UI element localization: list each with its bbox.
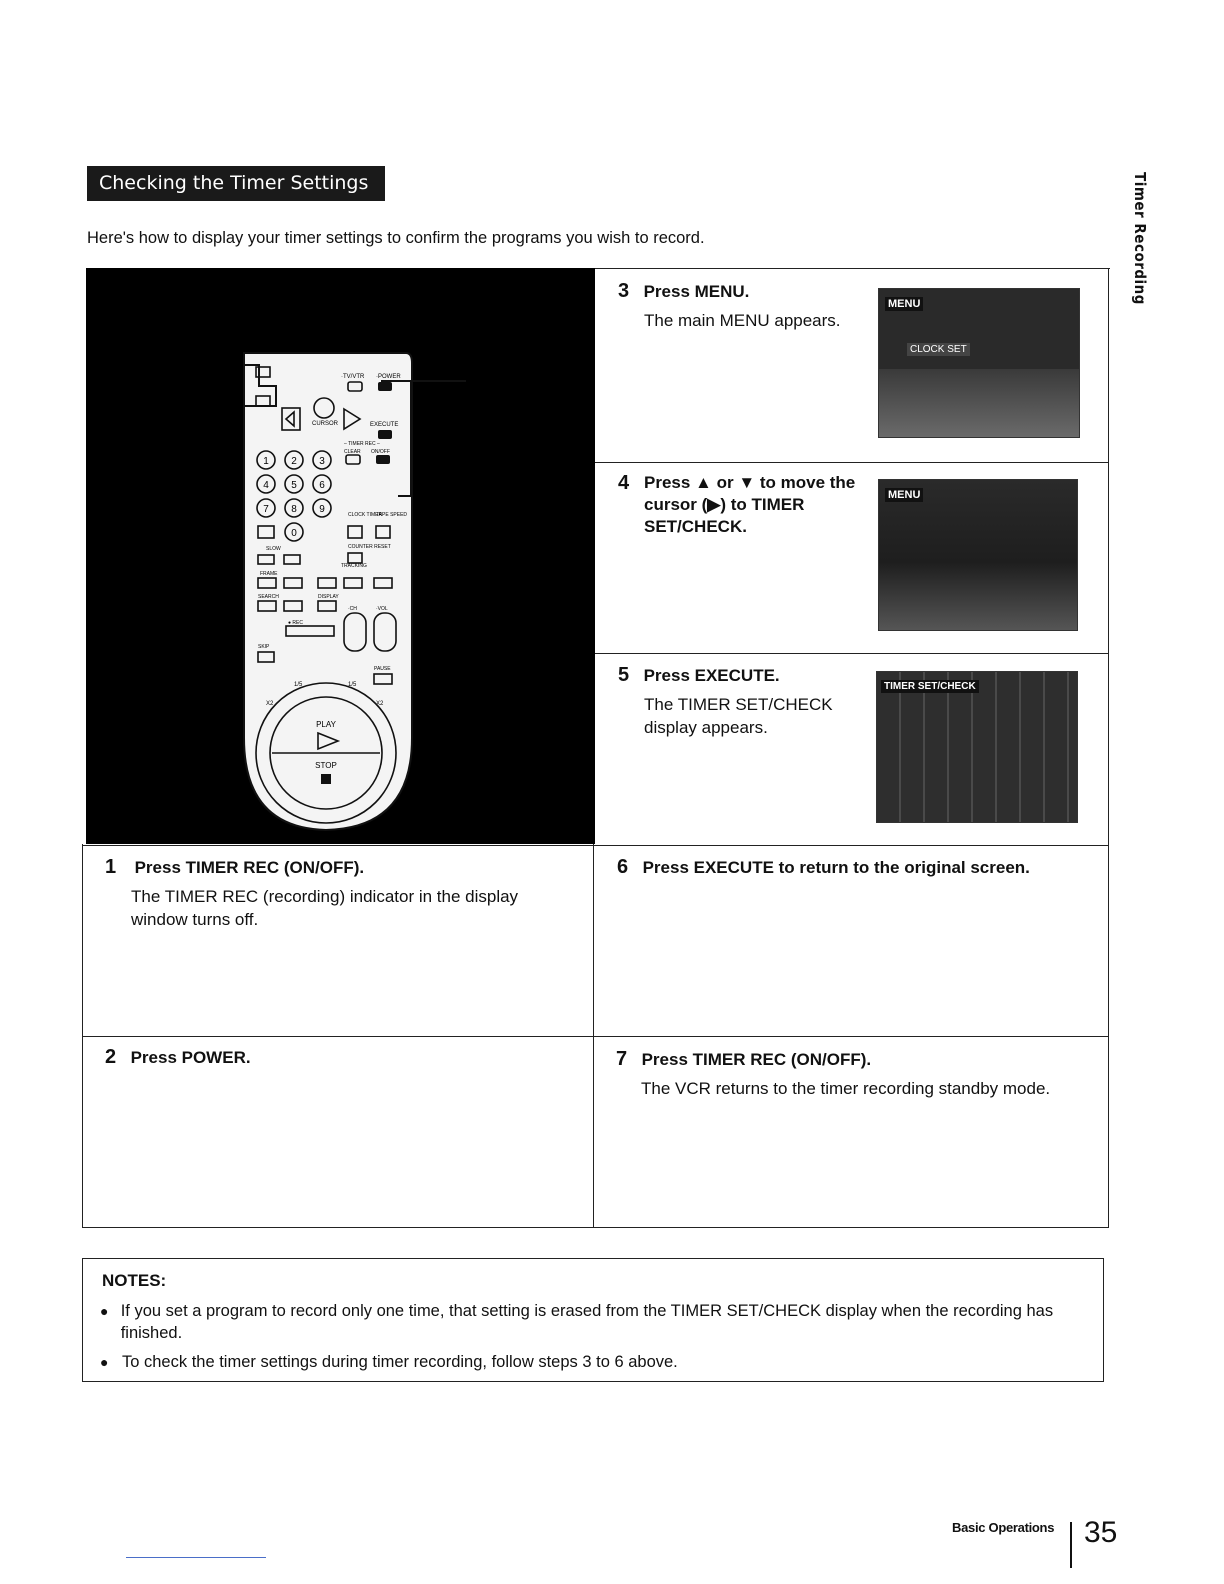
grid-bottom-border xyxy=(82,1227,1109,1228)
remote-label-skip: SKIP xyxy=(258,644,270,650)
step-2 xyxy=(105,1046,565,1069)
grid-row-divider xyxy=(82,845,1109,846)
remote-label-slow: SLOW xyxy=(266,546,281,552)
step-number: 3 xyxy=(618,280,630,302)
power-button xyxy=(378,382,392,391)
grid-row-divider xyxy=(595,653,1109,654)
note-item xyxy=(100,1300,1060,1344)
bullet-icon: ● xyxy=(100,1354,109,1370)
remote-key-4: 4 xyxy=(263,480,269,491)
remote-label-power: ·POWER xyxy=(376,374,401,380)
remote-label-speed-left: 1/5 xyxy=(294,682,303,688)
grid-row-divider xyxy=(595,462,1109,463)
screen-clock-set-label: CLOCK SET xyxy=(907,343,970,356)
step-4 xyxy=(618,472,870,536)
remote-label-frame: FRAME xyxy=(260,571,278,577)
screen-menu-label: MENU xyxy=(885,297,923,311)
step-number: 5 xyxy=(618,664,630,686)
remote-control-photo xyxy=(86,268,595,844)
section-title: Checking the Timer Settings xyxy=(87,166,385,201)
stop-icon xyxy=(321,774,331,784)
remote-label-tracking: TRACKING xyxy=(341,563,367,569)
step-number: 4 xyxy=(618,472,630,494)
page-number: 35 xyxy=(1084,1516,1118,1549)
grid-right-border xyxy=(1108,268,1109,1228)
remote-label-execute: EXECUTE xyxy=(370,422,399,428)
remote-key-6: 6 xyxy=(319,480,325,491)
step-title: Press EXECUTE to return to the original screen. xyxy=(642,858,1030,877)
remote-label-vol: ·VOL xyxy=(376,606,388,612)
grid-top-border xyxy=(595,268,1110,269)
step-6 xyxy=(617,856,1097,879)
remote-label-speed-right: 1/5 xyxy=(348,682,357,688)
remote-label-cursor: CURSOR xyxy=(312,421,339,427)
remote-label-x2-left: X2 xyxy=(266,701,274,707)
step-number: 2 xyxy=(105,1046,117,1068)
notes-box xyxy=(82,1258,1104,1382)
remote-key-3: 3 xyxy=(319,456,325,467)
step-body: The TIMER REC (recording) indicator in the display window turns off. xyxy=(131,887,519,929)
screen-timer-label: TIMER SET/CHECK xyxy=(881,680,979,693)
execute-button xyxy=(378,430,392,439)
step-number: 7 xyxy=(616,1048,628,1070)
remote-label-ch: ·CH xyxy=(348,606,357,612)
remote-control-illustration xyxy=(86,268,595,844)
note-text: To check the timer settings during timer recording, follow steps 3 to 6 above. xyxy=(122,1353,678,1371)
remote-key-5: 5 xyxy=(291,480,297,491)
step-7 xyxy=(616,1048,1096,1100)
menu-screen-image xyxy=(878,288,1080,438)
note-text: If you set a program to record only one time, that setting is erased from the TIMER SET/CHECK display when the recording has finished. xyxy=(120,1302,1054,1342)
timer-rec-on-off-button xyxy=(376,455,390,464)
notes-list xyxy=(100,1300,1060,1373)
step-body: The TIMER SET/CHECK display appears. xyxy=(644,695,833,737)
step-title: Press TIMER REC (ON/OFF). xyxy=(134,858,365,877)
footer-rule xyxy=(126,1557,266,1558)
step-body: The main MENU appears. xyxy=(644,311,841,330)
step-5 xyxy=(618,664,868,739)
remote-label-x2-right: X2 xyxy=(376,701,384,707)
remote-key-0: 0 xyxy=(291,528,297,539)
step-number: 6 xyxy=(617,856,629,878)
bullet-icon: ● xyxy=(100,1303,109,1319)
remote-label-display: DISPLAY xyxy=(318,594,339,600)
remote-key-8: 8 xyxy=(291,504,297,515)
remote-label-pause: PAUSE xyxy=(374,666,391,672)
step-title: Press POWER. xyxy=(130,1048,251,1067)
remote-label-on-off: ON/OFF xyxy=(371,449,390,455)
footer-divider xyxy=(1070,1522,1072,1568)
step-title: Press ▲ or ▼ to move the cursor (▶) to TIMER SET/CHECK. xyxy=(644,473,856,536)
remote-key-9: 9 xyxy=(319,504,325,515)
side-tab-label: Timer Recording xyxy=(1131,172,1149,305)
step-3 xyxy=(618,280,868,332)
step-number: 1 xyxy=(105,856,117,878)
timer-screen-image xyxy=(876,671,1078,823)
intro-text: Here's how to display your timer settings to confirm the programs you wish to record. xyxy=(87,229,705,247)
remote-label-stop: STOP xyxy=(315,761,337,770)
remote-key-1: 1 xyxy=(263,456,269,467)
remote-label-rec: ● REC xyxy=(288,620,303,626)
remote-label-tape-speed: TAPE SPEED xyxy=(376,512,408,518)
remote-label-play: PLAY xyxy=(316,720,336,729)
remote-label-clear: CLEAR xyxy=(344,449,361,455)
remote-label-search: SEARCH xyxy=(258,594,279,600)
remote-label-counter-reset: COUNTER RESET xyxy=(348,544,391,550)
step-title: Press EXECUTE. xyxy=(643,666,780,685)
cursor-screen-image xyxy=(878,479,1078,631)
remote-label-timer-rec: – TIMER REC – xyxy=(344,441,380,447)
grid-row-divider xyxy=(82,1036,1109,1037)
remote-key-7: 7 xyxy=(263,504,269,515)
remote-key-2: 2 xyxy=(291,456,297,467)
step-body: The VCR returns to the timer recording standby mode. xyxy=(641,1079,1051,1098)
notes-title: NOTES: xyxy=(102,1271,167,1290)
screen-menu-label: MENU xyxy=(885,488,923,502)
remote-label-tv-vtr: ·TV/VTR xyxy=(341,374,365,380)
step-title: Press TIMER REC (ON/OFF). xyxy=(641,1050,872,1069)
remote-label-clock-timer: CLOCK TIMER xyxy=(348,512,383,518)
note-item xyxy=(100,1351,1060,1373)
step-1 xyxy=(105,856,565,931)
footer-section-label: Basic Operations xyxy=(952,1520,1055,1535)
step-title: Press MENU. xyxy=(643,282,750,301)
